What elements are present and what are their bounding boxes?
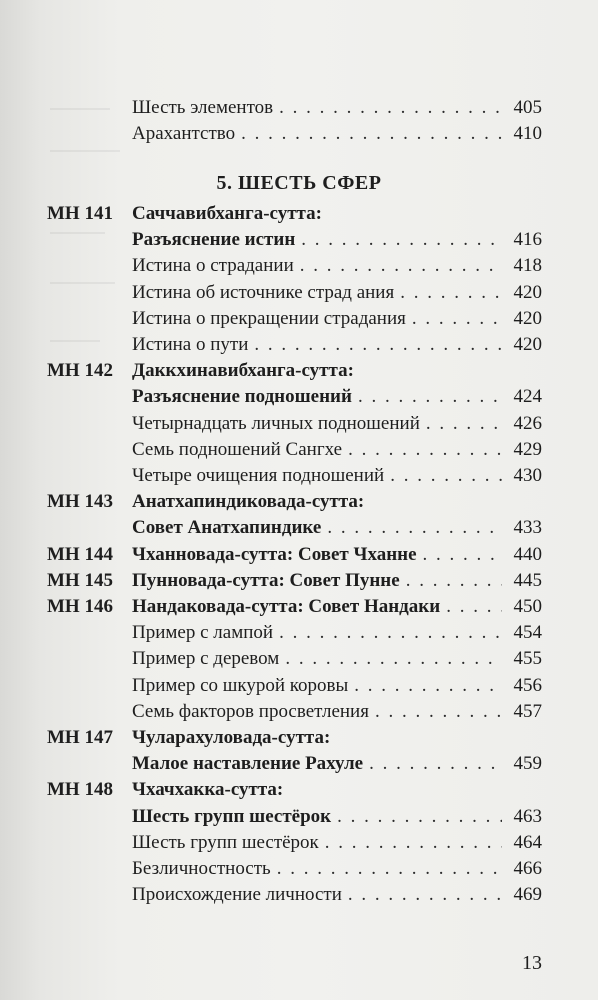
leader-dots [348,437,502,463]
entry-page: 430 [513,465,542,486]
entry-title: Истина о прекращении страдания [132,307,406,329]
toc-entry [0,384,598,410]
entry-title: Разъяснение подношений [132,386,352,408]
toc-entry [0,515,598,541]
toc-entry [0,804,598,830]
entry-title: Нандаковада-сутта: Совет Нандаки [132,596,441,617]
sutta-code: МН 141 [47,203,113,224]
leader-dots [285,646,502,672]
entry-page: 463 [513,805,542,827]
leader-dots [358,384,502,410]
entry-title: Саччавибханга-сутта: [132,203,322,224]
toc-entry [0,121,598,147]
leader-dots [400,280,502,306]
entry-title: Совет Анатхапиндике [132,517,322,539]
entry-page: 426 [513,412,542,434]
entry-page: 459 [513,753,542,775]
section-heading: 5. ШЕСТЬ СФЕР [216,172,382,194]
toc-entry [0,673,598,699]
leader-dots [354,673,502,699]
toc-entry [0,594,598,620]
entry-title: Чхачхакка-сутта: [132,779,284,801]
toc-entry [0,699,598,725]
entry-title: Пример с деревом [132,648,280,670]
leader-dots [446,594,502,620]
toc-entry [0,568,598,594]
entry-page: 464 [513,831,542,853]
toc-entry [0,411,598,437]
page-number: 13 [522,952,542,974]
entry-title: Истина о страдании [132,255,294,277]
entry-page: 405 [513,97,542,118]
toc-entry [0,646,598,672]
leader-dots [325,830,502,856]
leader-dots [412,306,502,332]
toc-entry [0,95,598,121]
entry-title: Истина об источнике страд ания [132,281,395,303]
leader-dots [300,253,502,279]
toc-entry [0,725,598,751]
entry-page: 416 [513,229,542,251]
sutta-code: МН 147 [47,727,113,748]
toc-entry [0,542,598,568]
entry-page: 469 [513,884,542,906]
entry-page: 457 [513,700,542,722]
entry-title: Разъяснение истин [132,229,296,251]
toc-entry [0,306,598,332]
leader-dots [277,856,502,882]
toc-entry [0,201,598,227]
toc-entry [0,830,598,856]
sutta-code: МН 146 [47,596,113,617]
entry-title: Чханновада-сутта: Совет Чханне [132,543,417,565]
leader-dots [254,332,502,358]
entry-title: Пунновада-сутта: Совет Пунне [132,569,400,591]
sutta-code: МН 143 [47,491,113,513]
entry-title: Истина о пути [132,334,249,355]
leader-dots [426,411,502,437]
entry-title: Пример со шкурой коровы [132,674,349,696]
entry-page: 420 [513,334,542,355]
entry-title: Даккхинавибханга-сутта: [132,360,354,382]
entry-title: Анатхапиндиковада-сутта: [132,491,365,513]
entry-page: 445 [513,569,542,591]
entry-title: Арахантство [132,123,236,144]
toc-entry [0,751,598,777]
leader-dots [279,620,502,646]
toc-entry [0,227,598,253]
entry-title: Происхождение личности [132,884,342,906]
entry-title: Малое наставление Рахуле [132,753,364,775]
leader-dots [348,882,502,908]
toc-entry [0,253,598,279]
toc-entry [0,489,598,515]
entry-title: Шесть элементов [132,97,274,118]
toc-entry [0,358,598,384]
entry-page: 429 [513,438,542,460]
leader-dots [375,699,502,725]
leader-dots [423,542,502,568]
sutta-code: МН 144 [47,543,113,565]
toc-entry [0,856,598,882]
toc-entry [0,620,598,646]
entry-title: Безличностность [132,858,271,879]
toc-entry [0,280,598,306]
entry-title: Семь факторов просветления [132,700,369,722]
entry-page: 455 [513,648,542,670]
toc-entry [0,332,598,358]
entry-page: 454 [513,622,542,644]
leader-dots [337,804,502,830]
entry-page: 466 [513,858,542,879]
entry-page: 418 [513,255,542,277]
entry-page: 410 [513,123,542,144]
leader-dots [241,121,502,147]
sutta-code: МН 145 [47,569,113,591]
entry-title: Четырнадцать личных подношений [132,412,420,434]
leader-dots [390,463,502,489]
entry-page: 424 [513,386,542,408]
entry-title: Шесть групп шестёрок [132,831,319,853]
entry-title: Чуларахуловада-сутта: [132,727,331,748]
entry-page: 433 [513,517,542,539]
leader-dots [279,95,502,121]
leader-dots [406,568,502,594]
toc-entry [0,882,598,908]
entry-page: 420 [513,307,542,329]
entry-title: Семь подношений Сангхе [132,438,343,460]
leader-dots [327,515,502,541]
entry-title: Шесть групп шестёрок [132,805,332,827]
leader-dots [301,227,502,253]
entry-page: 420 [513,281,542,303]
entry-page: 440 [513,543,542,565]
sutta-code: МН 148 [47,779,113,801]
toc-entry [0,463,598,489]
toc-entry [0,777,598,803]
entry-title: Пример с лампой [132,622,274,644]
entry-page: 456 [513,674,542,696]
entry-page: 450 [513,596,542,617]
leader-dots [369,751,502,777]
sutta-code: МН 142 [47,360,113,382]
toc-entry [0,437,598,463]
entry-title: Четыре очищения подношений [132,465,385,486]
